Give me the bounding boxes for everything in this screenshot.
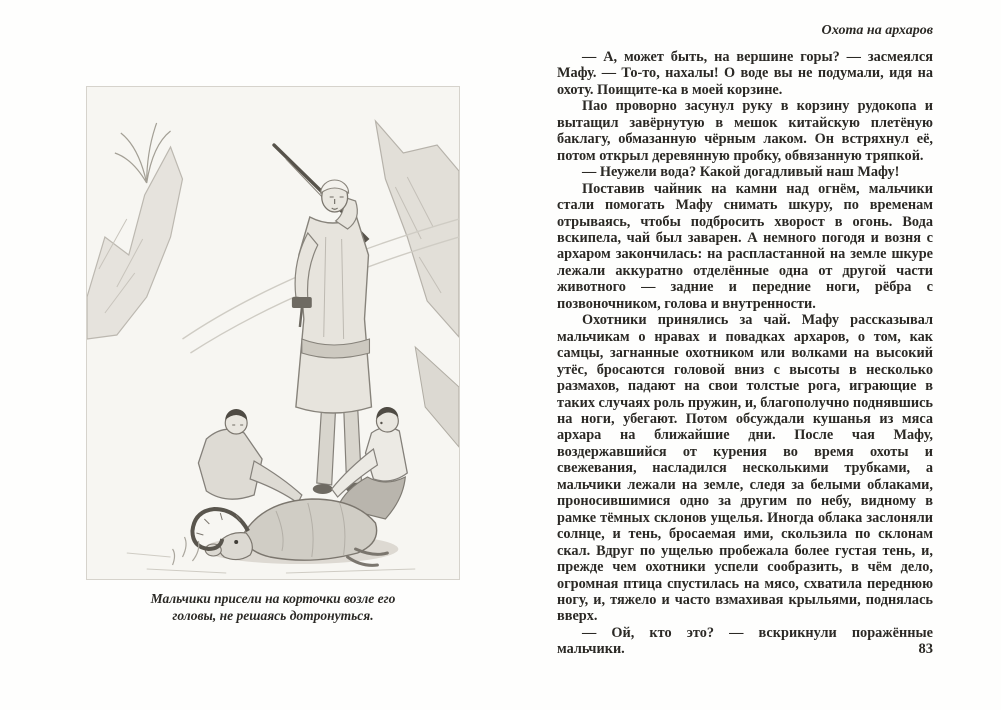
paragraph-3: — Неужели вода? Какой догадливый наш Мафу! [582, 164, 900, 181]
caption-line-2: головы, не решаясь дотронуться. [172, 608, 374, 623]
caption-line-1: Мальчики присели на корточки возле его [150, 591, 396, 606]
paragraph-4: Поставив чайник на камни над огнём, мальчики стали помогать Мафу снимать шкуру, по временам отрываясь, чтобы подбросить хворост в огонь. Вода вскипела, чай был заварен. А немного погодя и возня с архаром закончилась: на распластанной на земле шкуре лежали аккуратно отделённые одна от другой части животного — задние и передние ноги, рёбра с позвоночником, голова и внутренности. [557, 180, 933, 312]
illustration-caption [86, 590, 460, 624]
text-column [557, 49, 933, 658]
hammer [292, 297, 312, 308]
paragraph-5: Охотники принялись за чай. Мафу рассказывал мальчикам о нравах и повадках архаров, о том, как самцы, загнанные охотником или волками на высокий утёс, бросаются головой вниз с высоты в несколько размахов, падают на свои толстые рога, играющие в таких случаях роль пружин, и, благополучно поднявшись на ноги, убегают. Потом обсуждали кушанья из мяса архара на ближайшие дни. После чая Мафу, воздержавшийся от курения во время охоты и свежевания, насладился несколькими трубками, а мальчики лежали на земле, следя за белыми облаками, проносившимися одно за другим по небу, видному в рамке тёмных склонов ущелья. Иногда облака заслоняли солнце, и тень, бросаемая ими, скользила по склонам скал. Вдруг по ущелью пробежала более густая тень, и, прежде чем охотники успели сообразить, в чём дело, огромная птица спустилась на мясо, схватила переднюю ногу, и, тяжело и часто взмахивая крыльями, поднялась вверх. [557, 312, 933, 625]
paragraph-1: — А, может быть, на вершине горы? — засмеялся Мафу. — То-то, нахалы! О воде вы не подумали, идя на охоту. Поищите-ка в моей корзине. [557, 49, 933, 98]
page-number: 83 [918, 641, 933, 657]
paragraph-6: — Ой, кто это? — вскрикнули поражённые мальчики. [557, 624, 933, 658]
illustration-plate [86, 86, 460, 580]
paragraph-2: Пао проворно засунул руку в корзину рудокопа и вытащил завёрнутую в мешок китайскую плетёную баклагу, обмазанную чёрным лаком. Он встряхнул её, потом открыл деревянную пробку, обвязанную тряпкой. [557, 98, 933, 164]
running-header: Охота на архаров [821, 23, 933, 38]
book-illustration [87, 87, 459, 579]
